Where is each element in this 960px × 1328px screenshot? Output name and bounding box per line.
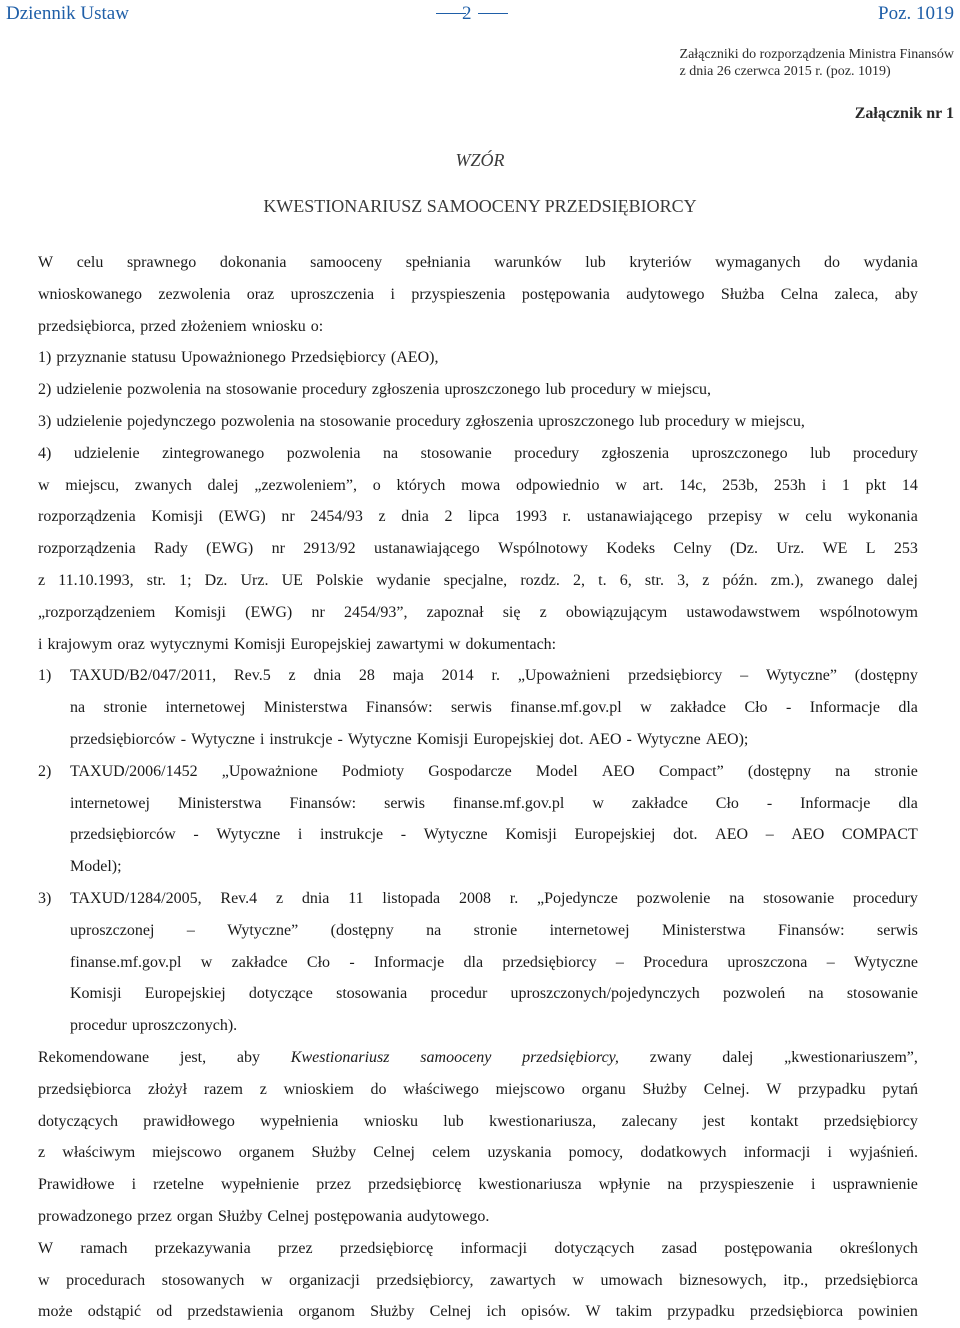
document-item-line: na stronie internetowej Ministerstwa Finansów: serwis finanse.mf.gov.pl w zakładce Cło - Informacje dla xyxy=(0,692,918,724)
list-number: 3) xyxy=(38,889,52,907)
journal-name: Dziennik Ustaw xyxy=(6,3,129,24)
annex-number: Załącznik nr 1 xyxy=(854,105,954,122)
paragraph1-line: W celu sprawnego dokonania samooceny spełniania warunków lub kryteriów wymaganych do wydania xyxy=(38,254,918,271)
paragraph4-line: w procedurach stosowanych w organizacji przedsiębiorcy, zawartych w umowach biznesowych, itp., przedsiębiorca xyxy=(38,1271,918,1289)
paragraph3-line: prowadzonego przez organ Służby Celnej postępowania audytowego. xyxy=(38,1207,490,1225)
document-item-line: uproszczonej – Wytyczne” (dostępny na stronie internetowej Ministerstwa Finansów: serwis xyxy=(0,915,918,947)
header-rule-right xyxy=(478,13,508,14)
document-body xyxy=(38,247,918,1328)
list-number xyxy=(0,724,70,756)
list-number xyxy=(0,1010,70,1042)
document-item-line: internetowej Ministerstwa Finansów: serwis finanse.mf.gov.pl w zakładce Cło - Informacje dla xyxy=(0,788,918,820)
list-number xyxy=(0,692,70,724)
list-number xyxy=(0,788,70,820)
paragraph4-line: może odstąpić od przedstawienia organom Służby Celnej ich opisów. W takim przypadku przedsiębiorca powinien xyxy=(38,1303,918,1321)
list-number xyxy=(0,978,70,1010)
paragraph2-line: „rozporządzeniem Komisji (EWG) nr 2454/93”, zapoznał się z obowiązującym ustawodawstwem wspólnotowym xyxy=(38,603,918,621)
list-number xyxy=(0,851,70,883)
paragraph3-line: z właściwym miejscowo organem Służby Celnej celem uzyskania pomocy, dodatkowych informacji i wyjaśnień. xyxy=(38,1144,918,1162)
document-item-line: przedsiębiorców - Wytyczne i instrukcje - Wytyczne Komisji Europejskiej dot. AEO - Wytyczne AEO); xyxy=(0,724,918,756)
template-label: WZÓR xyxy=(455,150,505,170)
paragraph3-line: przedsiębiorca złożył razem z wnioskiem do właściwego miejscowo organu Służby Celnej. W przypadku pytań xyxy=(38,1080,918,1098)
paragraph2-line: i krajowym oraz wytycznymi Komisji Europejskiej zawartymi w dokumentach: xyxy=(38,635,557,653)
annex-intro-line2: z dnia 26 czerwca 2015 r. (poz. 1019) xyxy=(679,64,891,79)
list1-item: 3) udzielenie pojedynczego pozwolenia na stosowanie procedury zgłoszenia uproszczonego lub procedury w miejscu, xyxy=(38,412,805,430)
document-item-line: 1) TAXUD/B2/047/2011, Rev.5 z dnia 28 maja 2014 r. „Upoważnieni przedsiębiorcy – Wytyczne” (dostępny xyxy=(0,660,918,692)
paragraph3-line: dotyczących prawidłowego wypełnienia wniosku lub kwestionariusza, zalecany jest kontakt przedsiębiorcy xyxy=(38,1112,918,1130)
list1-item: 4) udzielenie zintegrowanego pozwolenia na stosowanie procedury zgłoszenia uproszczonego lub procedury xyxy=(38,444,918,462)
list1-item: 2) udzielenie pozwolenia na stosowanie procedury zgłoszenia uproszczonego lub procedury w miejscu, xyxy=(38,381,712,399)
paragraph2-line: w miejscu, zwanych dalej „zezwoleniem”, o których mowa odpowiednio w art. 14c, 253b, 253h i 1 pkt 14 xyxy=(38,476,918,494)
list-number xyxy=(0,915,70,947)
annex-intro xyxy=(680,46,954,80)
document-item-line: przedsiębiorców - Wytyczne i instrukcje - Wytyczne Komisji Europejskiej dot. AEO – AEO COMPACT xyxy=(0,819,918,851)
annex-intro-line1: Załączniki do rozporządzenia Ministra Finansów xyxy=(679,47,954,62)
paragraph3-line: Rekomendowane jest, aby Kwestionariusz samooceny przedsiębiorcy, zwany dalej „kwestionariuszem”, xyxy=(38,1048,918,1066)
list-number xyxy=(0,947,70,979)
document-item-line: 3) TAXUD/1284/2005, Rev.4 z dnia 11 listopada 2008 r. „Pojedyncze pozwolenie na stosowanie procedury xyxy=(0,883,918,915)
paragraph1-line: przedsiębiorca, przed złożeniem wniosku o: xyxy=(38,317,324,335)
document-item-line: 2) TAXUD/2006/1452 „Upoważnione Podmioty Gospodarcze Model AEO Compact” (dostępny na stronie xyxy=(0,756,918,788)
page-number: 2 xyxy=(462,3,472,24)
list-number: 1) xyxy=(38,667,52,685)
paragraph3-line: Prawidłowe i rzetelne wypełnienie przez przedsiębiorcę kwestionariusza wpłynie na przyspieszenie i usprawnienie xyxy=(38,1176,918,1194)
document-item-line: Model); xyxy=(0,851,918,883)
paragraph2-line: z 11.10.1993, str. 1; Dz. Urz. UE Polskie wydanie specjalne, rozdz. 2, t. 6, str. 3, z późn. zm.), zwanego dalej xyxy=(38,571,918,589)
document-item-line: procedur uproszczonych). xyxy=(0,1010,918,1042)
paragraph2-line: rozporządzenia Rady (EWG) nr 2913/92 ustanawiającego Wspólnotowy Kodeks Celny (Dz. Urz. WE L 253 xyxy=(38,540,918,558)
paragraph2-line: rozporządzenia Komisji (EWG) nr 2454/93 z dnia 2 lipca 1993 r. ustanawiającego przepisy w celu wykonania xyxy=(38,508,918,526)
list-number: 2) xyxy=(38,762,52,780)
document-item-line: Komisji Europejskiej dotyczące stosowania procedur uproszczonych/pojedynczych pozwoleń na stosowanie xyxy=(0,978,918,1010)
paragraph1-line: wnioskowanego zezwolenia oraz uproszczenia i przyspieszenia postępowania audytowego Służba Celna zaleca, aby xyxy=(38,285,918,303)
document-item-line: finanse.mf.gov.pl w zakładce Cło - Informacje dla przedsiębiorcy – Procedura uproszczona – Wytyczne xyxy=(0,947,918,979)
list-number xyxy=(0,819,70,851)
paragraph4-line: W ramach przekazywania przez przedsiębiorcę informacji dotyczących zasad postępowania określonych xyxy=(38,1239,918,1257)
list1-item: 1) przyznanie statusu Upoważnionego Przedsiębiorcy (AEO), xyxy=(38,349,439,367)
position-number: Poz. 1019 xyxy=(878,3,954,24)
document-title: KWESTIONARIUSZ SAMOOCENY PRZEDSIĘBIORCY xyxy=(263,196,697,216)
